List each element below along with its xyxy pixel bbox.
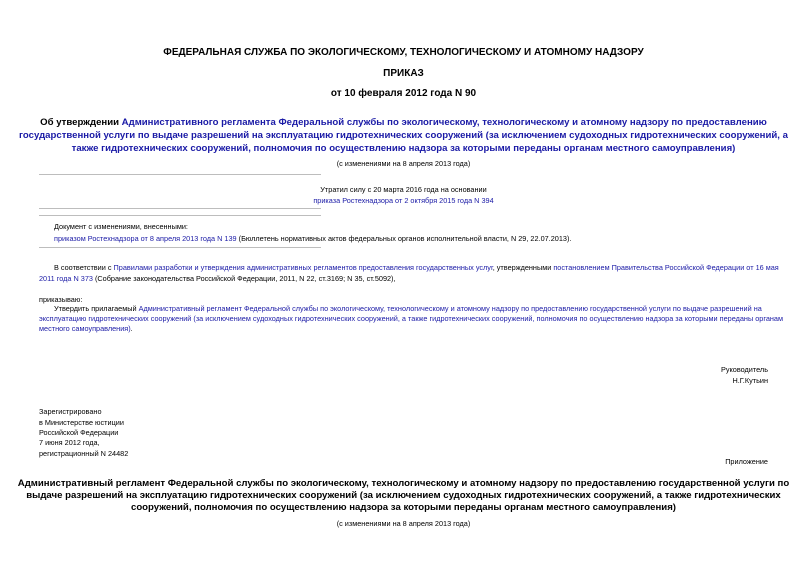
registration-line: в Министерстве юстиции [39, 418, 124, 427]
regulation-link-cont[interactable]: эксплуатацию гидротехнических сооружений (за исключением судоходных гидротехнических сооружений, а также гидротехнических сооружений, полномочия по осуществлению надзора за которыми переданы органам [39, 314, 783, 323]
expired-link[interactable]: приказа Ростехнадзора от 2 октября 2015 года N 394 [313, 196, 494, 205]
divider [39, 208, 321, 209]
doc-date: от 10 февраля 2012 года N 90 [330, 88, 477, 99]
appendix-label: Приложение [725, 457, 768, 466]
title-line2 [10, 129, 797, 142]
body-text: (Собрание законодательства Российской Федерации, 2011, N 22, ст.3169; N 35, ст.5092), [92, 274, 396, 283]
regulation-link[interactable]: Административный регламент Федеральной службы по экологическому, технологическому и атомному надзору по предоставлению государственной услуги по выдаче разрешений на [138, 304, 762, 313]
title-prefix: Об утверждении [40, 117, 122, 128]
title-link-line2[interactable]: государственной услуги по выдаче разрешений на эксплуатацию гидротехнических сооружений (за исключением судоходных гидротехнических сооружений, а [19, 130, 788, 141]
body-paragraph-2-line3 [39, 324, 133, 334]
government-decree-link[interactable]: постановлением Правительства Российской Федерации от 16 мая [553, 263, 779, 272]
amendments-link[interactable]: приказом Ростехнадзора от 8 апреля 2013 года N 139 [54, 234, 237, 243]
body-paragraph-1-line2 [39, 274, 396, 284]
agency-name: ФЕДЕРАЛЬНАЯ СЛУЖБА ПО ЭКОЛОГИЧЕСКОМУ, ТЕХНОЛОГИЧЕСКОМУ И АТОМНОМУ НАДЗОРУ [163, 47, 644, 58]
doc-type: ПРИКАЗ [383, 68, 424, 79]
appendix-title-line3: сооружений, полномочия по осуществлению надзора за которыми переданы органам местного самоуправления) [130, 502, 676, 513]
amendments-line [54, 234, 571, 244]
registration-line: регистрационный N 24482 [39, 449, 129, 458]
rules-link[interactable]: Правилами разработки и утверждения административных регламентов предоставления государственных услуг [113, 263, 493, 272]
expired-link-row [0, 196, 807, 206]
divider [39, 174, 321, 175]
body-text: , утвержденными [492, 263, 554, 272]
signature-name: Н.Г.Кутьин [732, 376, 768, 385]
signature-position: Руководитель [720, 365, 768, 374]
body-paragraph-2-line2 [39, 314, 783, 324]
changes-note: (с изменениями на 8 апреля 2013 года) [336, 159, 471, 168]
registration-line: Российской Федерации [39, 428, 119, 437]
order-word: приказываю: [39, 295, 83, 304]
title-line3 [10, 142, 797, 155]
body-text: В соответствии с [54, 263, 114, 272]
expired-text: Утратил силу с 20 марта 2016 года на основании [320, 185, 487, 194]
appendix-title-line1: Административный регламент Федеральной службы по экологическому, технологическому и атомному надзору по предоставлению государственной услуги по [17, 478, 790, 489]
registration-line: 7 июня 2012 года, [39, 438, 100, 447]
divider [39, 215, 321, 216]
regulation-link-end[interactable]: местного самоуправления) [39, 324, 131, 333]
appendix-title-line2: выдаче разрешений на эксплуатацию гидротехнических сооружений (за исключением судоходных гидротехнических сооружений, а также гидротехнических [26, 490, 781, 501]
body-paragraph-1-line1 [54, 263, 779, 273]
body-paragraph-2-line1 [54, 304, 762, 314]
registration-line: Зарегистрировано [39, 407, 102, 416]
page-title [10, 116, 797, 129]
body-text: Утвердить прилагаемый [54, 304, 139, 313]
body-text: . [130, 324, 133, 333]
divider [39, 247, 321, 248]
appendix-changes-note: (с изменениями на 8 апреля 2013 года) [336, 519, 471, 528]
amendments-label: Документ с изменениями, внесенными: [54, 222, 188, 231]
title-link-line3[interactable]: также гидротехнических сооружений, полномочия по осуществлению надзора за которыми переданы органам местного самоуправления) [71, 143, 736, 154]
amendments-source: (Бюллетень нормативных актов федеральных органов исполнительной власти, N 29, 22.07.2013). [236, 234, 572, 243]
title-link-line1[interactable]: Административного регламента Федеральной службы по экологическому, технологическому и атомному надзору по предоставлению [121, 117, 767, 128]
government-decree-link-cont[interactable]: 2011 года N 373 [39, 274, 93, 283]
